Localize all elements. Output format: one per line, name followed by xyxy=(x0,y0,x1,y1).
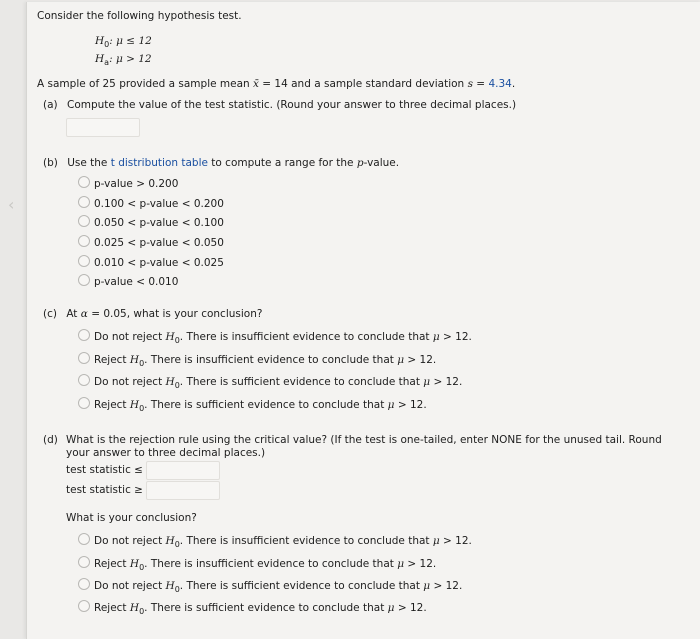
ha-subscript: a xyxy=(104,58,110,67)
option-label: 0.025 < p-value < 0.050 xyxy=(94,237,224,249)
left-arrow-icon[interactable]: ‹ xyxy=(8,195,15,214)
p-symbol: p xyxy=(356,157,364,169)
mu-symbol: μ xyxy=(397,558,405,570)
radio-button[interactable] xyxy=(78,374,90,386)
conclusion-option-d[interactable] xyxy=(78,556,436,570)
alternative-hypothesis xyxy=(95,53,152,65)
mu-symbol: μ xyxy=(387,399,395,411)
conclusion-option-d[interactable] xyxy=(78,600,427,614)
intro-text: Consider the following hypothesis test. xyxy=(37,10,242,22)
test-statistic-le-label: test statistic ≤ xyxy=(66,464,143,476)
h-subscript: 0 xyxy=(174,585,180,594)
part-b-question xyxy=(43,157,399,169)
critical-value-upper-input[interactable] xyxy=(146,481,220,500)
mu-symbol: μ xyxy=(432,535,440,547)
h-symbol: H xyxy=(129,399,140,411)
option-text: . There is sufficient evidence to conclude that xyxy=(179,376,424,388)
option-text: Do not reject xyxy=(94,580,166,592)
radio-button[interactable] xyxy=(78,533,90,545)
sample-prefix: A sample of 25 provided a sample mean xyxy=(37,78,254,90)
option-text: Do not reject xyxy=(94,376,166,388)
h-symbol: H xyxy=(129,354,140,366)
part-b-pre: Use the xyxy=(67,157,111,169)
conclusion-option-c[interactable] xyxy=(78,397,427,411)
critical-value-lower-input[interactable] xyxy=(146,461,220,480)
radio-button[interactable] xyxy=(78,235,90,247)
part-a-text: Compute the value of the test statistic. (Round your answer to three decimal places.) xyxy=(66,99,517,111)
part-c-question xyxy=(43,308,262,320)
mu-symbol: μ xyxy=(423,376,431,388)
pvalue-option[interactable] xyxy=(78,176,178,190)
option-label: 0.050 < p-value < 0.100 xyxy=(94,217,224,229)
ha-relation: : μ > 12 xyxy=(109,53,152,65)
sample-end: . xyxy=(511,78,516,90)
conclusion-option-c[interactable] xyxy=(78,329,472,343)
part-b-label: (b) xyxy=(43,157,58,169)
null-hypothesis xyxy=(95,35,152,47)
mu-symbol: μ xyxy=(387,602,395,614)
pvalue-option[interactable] xyxy=(78,196,224,210)
h-subscript: 0 xyxy=(139,607,145,616)
option-text: > 12. xyxy=(430,580,463,592)
h-subscript: 0 xyxy=(174,381,180,390)
part-c-post: = 0.05, what is your conclusion? xyxy=(87,308,263,320)
ha-symbol: H xyxy=(95,53,105,65)
option-text: > 12. xyxy=(439,535,472,547)
conclusion-label: What is your conclusion? xyxy=(66,512,197,524)
h0-relation: : μ ≤ 12 xyxy=(109,35,152,47)
option-text: . There is insufficient evidence to conclude that xyxy=(179,331,433,343)
s-symbol: s xyxy=(467,78,473,90)
option-text: > 12. xyxy=(394,399,427,411)
s-equals: = xyxy=(472,78,489,90)
option-text: Reject xyxy=(94,558,130,570)
h-symbol: H xyxy=(129,602,140,614)
h-symbol: H xyxy=(165,535,175,547)
option-text: . There is sufficient evidence to conclude that xyxy=(179,580,424,592)
option-text: Reject xyxy=(94,354,130,366)
option-text: Do not reject xyxy=(94,331,166,343)
radio-button[interactable] xyxy=(78,397,90,409)
part-c-label: (c) xyxy=(43,308,57,320)
option-text: . There is sufficient evidence to conclude that xyxy=(144,602,388,614)
conclusion-option-c[interactable] xyxy=(78,352,436,366)
part-d-text: What is the rejection rule using the critical value? (If the test is one-tailed, enter NONE for the unused tail. Round your answer to three decimal places.) xyxy=(66,434,662,459)
h-symbol: H xyxy=(129,558,140,570)
mu-symbol: μ xyxy=(423,580,431,592)
radio-button[interactable] xyxy=(78,329,90,341)
part-b-post: to compute a range for the xyxy=(207,157,357,169)
option-text: > 12. xyxy=(430,376,463,388)
pvalue-option[interactable] xyxy=(78,255,224,269)
h-symbol: H xyxy=(165,580,175,592)
h-symbol: H xyxy=(165,331,175,343)
h-subscript: 0 xyxy=(139,359,145,368)
option-text: . There is insufficient evidence to conclude that xyxy=(144,354,398,366)
option-label: 0.100 < p-value < 0.200 xyxy=(94,198,224,210)
sample-statement xyxy=(37,78,515,90)
part-b-end: -value. xyxy=(363,157,400,169)
pvalue-option[interactable] xyxy=(78,274,178,288)
part-c-pre: At xyxy=(66,308,81,320)
part-a-question xyxy=(43,99,516,111)
h0-symbol: H xyxy=(95,35,105,47)
option-text: > 12. xyxy=(439,331,472,343)
radio-button[interactable] xyxy=(78,578,90,590)
radio-button[interactable] xyxy=(78,215,90,227)
radio-button[interactable] xyxy=(78,556,90,568)
conclusion-option-c[interactable] xyxy=(78,374,462,388)
s-value: 4.34 xyxy=(488,78,512,90)
radio-button[interactable] xyxy=(78,176,90,188)
option-text: Reject xyxy=(94,602,130,614)
option-text: > 12. xyxy=(404,558,437,570)
radio-button[interactable] xyxy=(78,255,90,267)
xbar-symbol: x̄ xyxy=(253,78,259,90)
part-d-label: (d) xyxy=(43,434,58,446)
pvalue-option[interactable] xyxy=(78,215,224,229)
t-distribution-table-link[interactable]: t distribution table xyxy=(110,157,208,169)
h-subscript: 0 xyxy=(139,404,145,413)
mu-symbol: μ xyxy=(397,354,405,366)
option-text: . There is insufficient evidence to conclude that xyxy=(179,535,433,547)
option-label: p-value > 0.200 xyxy=(94,178,179,190)
radio-button[interactable] xyxy=(78,196,90,208)
option-text: > 12. xyxy=(394,602,427,614)
option-text: > 12. xyxy=(404,354,437,366)
radio-button[interactable] xyxy=(78,600,90,612)
radio-button[interactable] xyxy=(78,274,90,286)
h0-subscript: 0 xyxy=(104,40,110,49)
alpha-symbol: α xyxy=(80,308,88,320)
pvalue-option[interactable] xyxy=(78,235,224,249)
test-statistic-input[interactable] xyxy=(66,118,140,137)
option-text: . There is insufficient evidence to conclude that xyxy=(144,558,398,570)
radio-button[interactable] xyxy=(78,352,90,364)
mu-symbol: μ xyxy=(432,331,440,343)
conclusion-option-d[interactable] xyxy=(78,533,472,547)
h-subscript: 0 xyxy=(174,336,180,345)
conclusion-option-d[interactable] xyxy=(78,578,462,592)
option-text: Do not reject xyxy=(94,535,166,547)
h-subscript: 0 xyxy=(139,563,145,572)
h-subscript: 0 xyxy=(174,540,180,549)
test-statistic-ge-label: test statistic ≥ xyxy=(66,484,143,496)
option-label: 0.010 < p-value < 0.025 xyxy=(94,257,224,269)
part-a-label: (a) xyxy=(43,99,58,111)
sample-mid: = 14 and a sample standard deviation xyxy=(258,78,468,90)
option-text: . There is sufficient evidence to conclude that xyxy=(144,399,388,411)
option-text: Reject xyxy=(94,399,130,411)
option-label: p-value < 0.010 xyxy=(94,276,179,288)
h-symbol: H xyxy=(165,376,175,388)
